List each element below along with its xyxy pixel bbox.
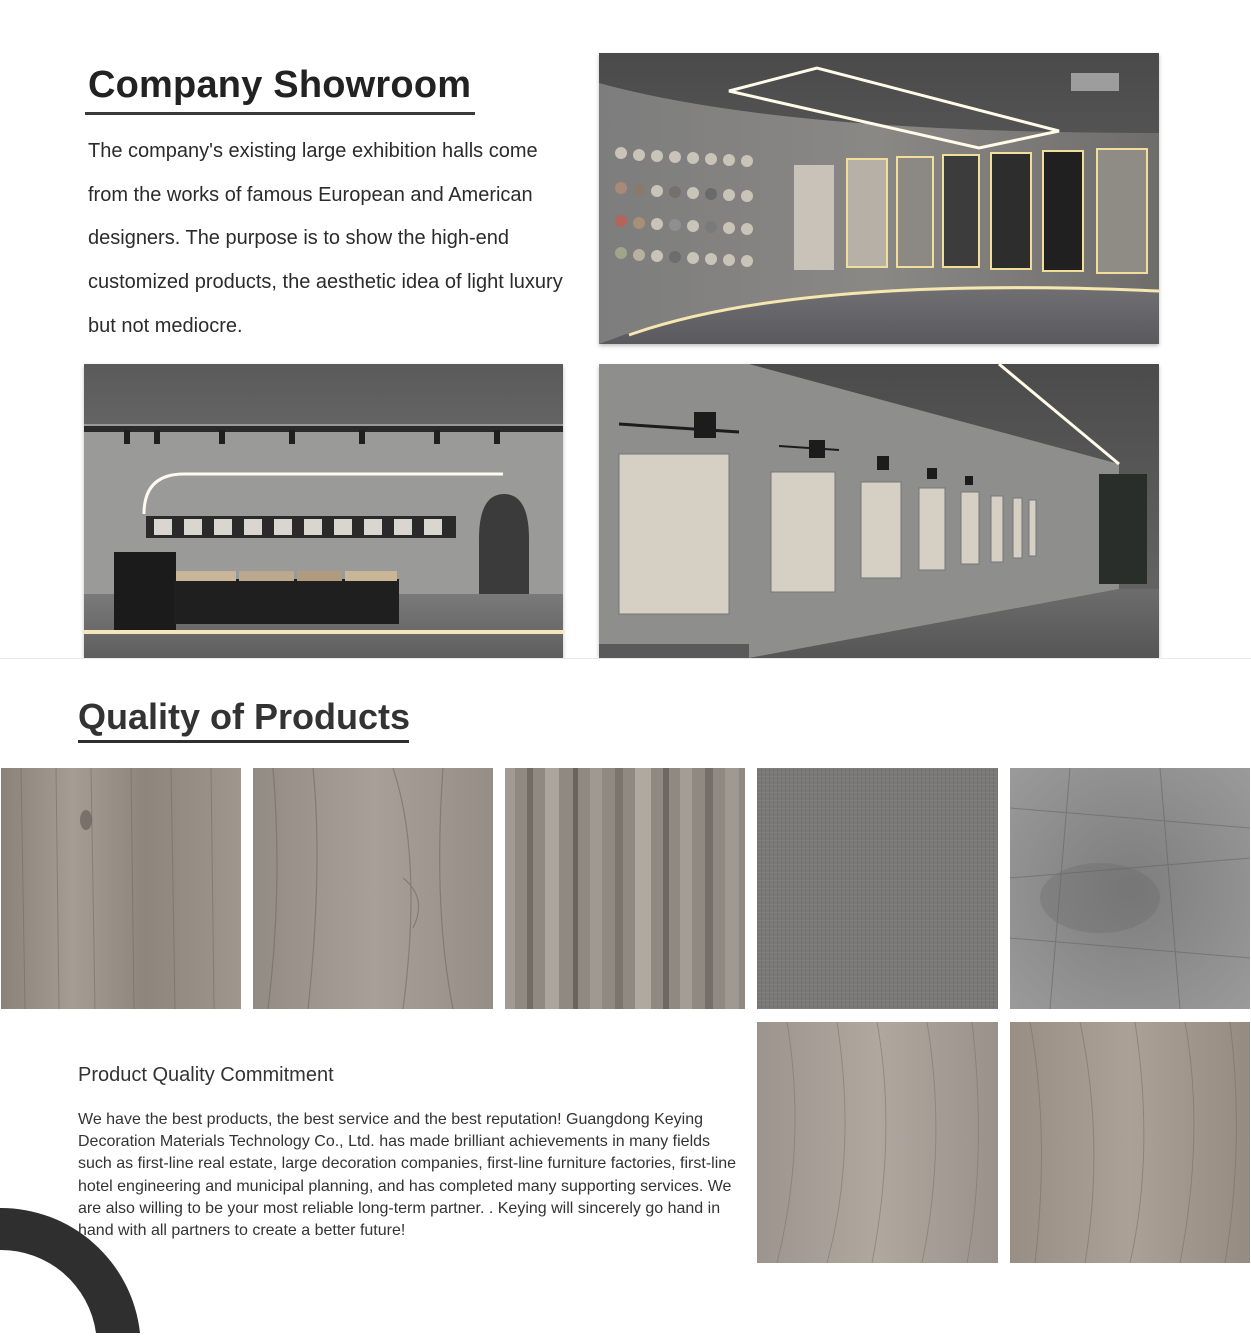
commitment-text: We have the best products, the best service and the best reputation! Guangdong Keying Decoration Materials Technology Co., Ltd. has made brilliant achievements in many fields such as first-line real estate, large decoration companies, first-line furniture factories, first-line hotel engineering and municipal planning, and has completed many supporting services. We are also willing to be your most reliable long-term partner. . Keying will sincerely go hand in hand with all partners to create a better future! [78, 1111, 737, 1240]
product-swatch-2 [253, 768, 493, 1009]
product-swatch-1 [1, 768, 241, 1009]
product-swatch-5 [1010, 768, 1250, 1009]
showroom-photo-display-wall [599, 53, 1159, 344]
quality-title: Quality of Products [78, 696, 411, 737]
product-swatch-3 [505, 768, 745, 1009]
showroom-title-underline [85, 112, 475, 115]
showroom-photo-display-counter [84, 364, 563, 658]
commitment-heading: Product Quality Commitment [78, 1064, 334, 1086]
showroom-title: Company Showroom [88, 64, 472, 106]
quality-title-underline [78, 740, 409, 743]
product-swatch-7 [1010, 1022, 1250, 1263]
product-swatch-4 [757, 768, 998, 1009]
product-swatch-6 [757, 1022, 998, 1263]
showroom-description: The company's existing large exhibition halls come from the works of famous European and American designers. The purpose is to show the high-end customized products, the aesthetic idea of light luxury but not mediocre. [88, 140, 563, 337]
showroom-photo-panel-corridor [599, 364, 1159, 658]
decorative-arc [0, 1190, 160, 1333]
